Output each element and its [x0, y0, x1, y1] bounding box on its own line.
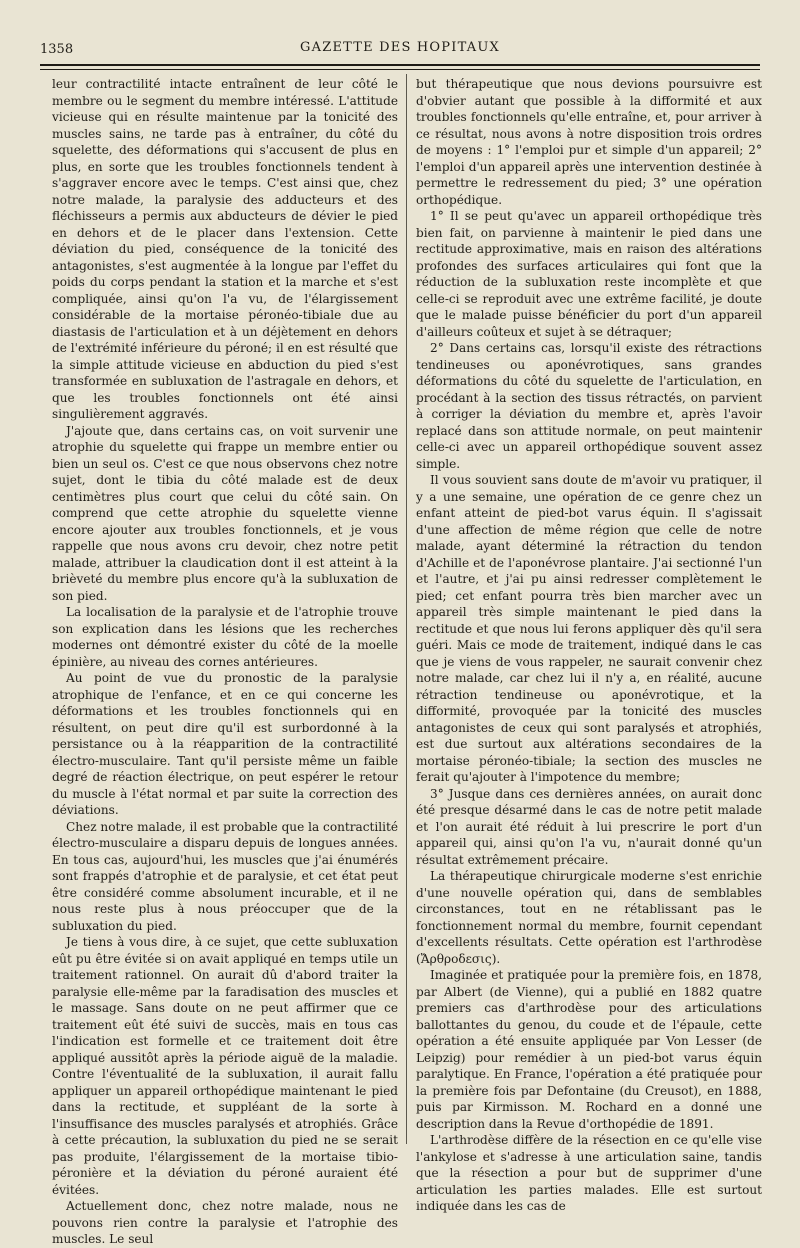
paragraph: but thérapeutique que nous devions poursuivre est d'obvier autant que possible à la difformité et aux troubles fonctionnels qu'elle entraîne, et, pour arriver à ce résultat, nous avons à notre disposition trois ordres de moyens : 1° l'emploi pur et simple d'un appareil; 2° l'emploi d'un appareil après une intervention destinée à permettre le redressement du pied; 3° une opération orthopédique.	[416, 77, 762, 207]
paragraph: Il vous souvient sans doute de m'avoir vu pratiquer, il y a une semaine, une opération de ce genre chez un enfant atteint de pied-bot varus équin. Il s'agissait d'une affection de même région que celle de notre malade, ayant déterminé la rétraction du tendon d'Achille et de l'aponévrose plantaire. J'ai sectionné l'un et l'autre, et j'ai pu ainsi redresser complètement le pied; cet enfant pourra très bien marcher avec un appareil très simple maintenant le pied dans la rectitude et que nous lui ferons appliquer dès qu'il sera guéri. Mais ce mode de traitement, indiqué dans le cas que je viens de vous rappeler, ne saurait convenir chez notre malade, car chez lui il n'y a, en réalité, aucune rétraction tendineuse ou aponévrotique, et la difformité, provoquée par la tonicité des muscles antagonistes de ceux qui sont paralysés et atrophiés, est due surtout aux altérations secondaires de la mortaise péronéo-tibiale; la section des muscles ne ferait qu'ajouter à l'impotence du membre;	[416, 473, 762, 784]
column-divider	[406, 74, 407, 1144]
paragraph: leur contractilité intacte entraînent de leur côté le membre ou le segment du membre intéressé. L'attitude vicieuse qui en résulte maintenue par la tonicité des muscles sains, ne tarde pas à entraîner, du côté du squelette, des déformations qui s'accusent de plus en plus, en sorte que les troubles fonctionnels tendent à s'aggraver encore avec le temps. C'est ainsi que, chez notre malade, la paralysie des adducteurs et des fléchisseurs a permis aux abducteurs de dévier le pied en dehors et de le placer dans l'extension. Cette déviation du pied, conséquence de la tonicité des antagonistes, s'est augmentée à la longue par l'effet du poids du corps pendant la station et la marche et s'est compliquée, ainsi qu'on l'a vu, de l'élargissement considérable de la mortaise péronéo-tibiale due au diastasis de l'articulation et à un déjètement en dehors de l'extrémité inférieure du péroné; il en est résulté que la simple attitude vicieuse en abduction du pied s'est transformée en subluxation de l'astragale en dehors, et que les troubles fonctionnels ont été ainsi singulièrement aggravés.	[52, 77, 398, 421]
left-column	[52, 76, 398, 1246]
paragraph: L'arthrodèse diffère de la résection en ce qu'elle vise l'ankylose et s'adresse à une articulation saine, tandis que la résection a pour but de supprimer d'une articulation les parties malades. Elle est surtout indiquée dans les cas de	[416, 1133, 762, 1213]
paragraph: Chez notre malade, il est probable que la contractilité électro-musculaire a disparu depuis de longues années. En tous cas, aujourd'hui, les muscles que j'ai énumérés sont frappés d'atrophie et de paralysie, et cet état peut être considéré comme absolument incurable, et il ne nous reste plus à nous préoccuper que de la subluxation du pied.	[52, 819, 398, 933]
paragraph: Imaginée et pratiquée pour la première fois, en 1878, par Albert (de Vienne), qui a publié en 1882 quatre premiers cas d'arthrodèse pour des articulations ballottantes du genou, du coude et de l'épaule, cette opération a été ensuite appliquée par Von Lesser (de Leipzig) pour remédier à un pied-bot varus équin paralytique. En France, l'opération a été pratiquée pour la première fois par Defontaine (du Creusot), en 1888, puis par Kirmisson. M. Rochard en a donné une description dans la Revue d'orthopédie de 1891.	[416, 968, 762, 1131]
paragraph: J'ajoute que, dans certains cas, on voit survenir une atrophie du squelette qui frappe un membre entier ou bien un seul os. C'est ce que nous observons chez notre sujet, dont le tibia du côté malade est de deux centimètres plus court que celui du côté sain. On comprend que cette atrophie du squelette vienne encore ajouter aux troubles fonctionnels, et je vous rappelle que nous avons cru devoir, chez notre petit malade, attribuer la claudication dont il est atteint à la brièveté du membre plus encore qu'à la subluxation de son pied.	[52, 423, 398, 603]
paragraph: La thérapeutique chirurgicale moderne s'est enrichie d'une nouvelle opération qui, dans de semblables circonstances, tout en ne rétablissant pas le fonctionnement normal du membre, fournit cependant d'excellents résultats. Cette opération est l'arthrodèse (Ἄρθροδεσις).	[416, 869, 762, 966]
paragraph: 3° Jusque dans ces dernières années, on aurait donc été presque désarmé dans le cas de notre petit malade et l'on aurait été réduit à lui prescrire le port d'un appareil qui, ainsi qu'on l'a vu, n'aurait donné qu'un résultat extrêmement précaire.	[416, 786, 762, 867]
paragraph: 1° Il se peut qu'avec un appareil orthopédique très bien fait, on parvienne à maintenir le pied dans une rectitude approximative, mais en raison des altérations profondes des surfaces articulaires qui font que la réduction de la subluxation reste incomplète et que celle-ci se reproduit avec une extrême facilité, je doute que le malade puisse bénéficier du port d'un appareil d'ailleurs coûteux et sujet à se détraquer;	[416, 209, 762, 339]
paragraph: Je tiens à vous dire, à ce sujet, que cette subluxation eût pu être évitée si on avait appliqué en temps utile un traitement rationnel. On aurait dû d'abord traiter la paralysie elle-même par la faradisation des muscles et le massage. Sans doute on ne peut affirmer que ce traitement eût été suivi de succès, mais en tous cas l'indication est formelle et ce traitement doit être appliqué aussitôt après la période aiguë de la maladie. Contre l'éventualité de la subluxation, il aurait fallu appliquer un appareil orthopédique maintenant le pied dans la rectitude, et suppléant de la sorte à l'insuffisance des muscles paralysés et atrophiés. Grâce à cette précaution, la subluxation du pied ne se serait pas produite, l'élargissement de la mortaise tibio-péronière et la déviation du péroné auraient été évitées.	[52, 935, 398, 1197]
page-number: 1358	[40, 42, 74, 57]
paragraph: Au point de vue du pronostic de la paralysie atrophique de l'enfance, et en ce qui concerne les déformations et les troubles fonctionnels qui en résultent, on peut dire qu'il est surbordonné à la persistance ou à la réapparition de la contractilité électro-musculaire. Tant qu'il persiste même un faible degré de réaction électrique, on peut espérer le retour du muscle à l'état normal et par suite la correction des déviations.	[52, 671, 398, 817]
header-rule-thin	[40, 69, 760, 70]
right-column	[416, 76, 762, 1213]
header-rule-thick	[40, 64, 760, 66]
paragraph: Actuellement donc, chez notre malade, nous ne pouvons rien contre la paralysie et l'atrophie des muscles. Le seul	[52, 1199, 398, 1246]
paragraph: 2° Dans certains cas, lorsqu'il existe des rétractions tendineuses ou aponévrotiques, sans grandes déformations du côté du squelette de l'articulation, en procédant à la section des tissus rétractés, on parvient à corriger la déviation du membre et, après l'avoir replacé dans son attitude normale, on peut maintenir celle-ci avec un appareil orthopédique souvent assez simple.	[416, 341, 762, 471]
paragraph: La localisation de la paralysie et de l'atrophie trouve son explication dans les lésions que les recherches modernes ont démontré exister du côté de la moelle épinière, au niveau des cornes antérieures.	[52, 605, 398, 669]
running-title: GAZETTE DES HOPITAUX	[300, 40, 500, 55]
page-header	[40, 34, 760, 64]
